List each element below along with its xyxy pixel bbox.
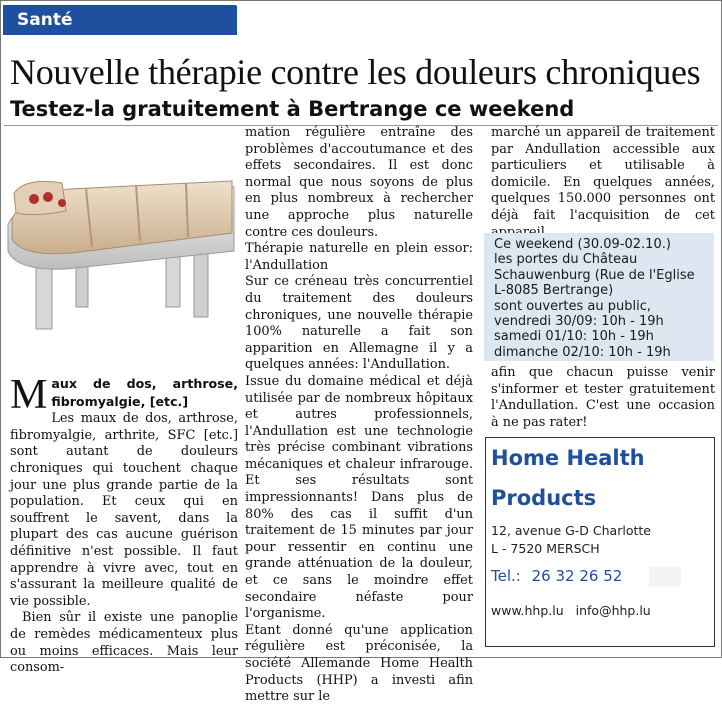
therapy-bed-icon — [6, 133, 238, 363]
address-street: 12, avenue G-D Charlotte — [491, 523, 651, 538]
info-line: sont ouvertes au public, — [494, 298, 652, 314]
lead-text: aux de dos, arthrose, fibromyalgie, [etc.] — [51, 376, 238, 409]
col1-paragraph-2: Bien sûr il existe une panoplie de remèdes médicamenteux plus ou moins efficaces. Mais leur consom- — [10, 610, 238, 676]
headline: Nouvelle thérapie contre les douleurs chroniques — [10, 52, 701, 92]
drop-cap: M — [10, 372, 48, 418]
col2-paragraph-3: Sur ce créneau très concurrentiel du traitement des douleurs chroniques, une nouvelle thérapie 100% naturelle a fait son apparition en Allemagne il y a quelques années: l'Andullation. — [245, 274, 473, 373]
col3-paragraph-2: afin que chacun puisse venir s'informer et tester gratuitement l'Andullation. C'est une occasion à ne pas rater! — [491, 365, 715, 430]
column-3 — [491, 125, 715, 241]
col2-paragraph-1: mation régulière entraîne des problèmes d'accoutumance et des effets secondaires. Il est donc normal que nous soyons de plus en plus nombreux à rechercher une approche plus naturelle contre ces douleurs. — [245, 125, 473, 240]
phone-number[interactable]: 26 32 26 52 — [531, 567, 623, 585]
phone — [491, 567, 622, 585]
phone-label: Tel.: — [491, 567, 521, 585]
col3-paragraph-1: marché un appareil de traitement par Andullation accessible aux particuliers et utilisable à domicile. En quelques années, quelques 150.000 personnes ont déjà fait l'acquisition de cet — [491, 125, 715, 223]
address-city: L - 7520 MERSCH — [491, 541, 600, 556]
subheadline: Testez-la gratuitement à Bertrange ce weekend — [10, 97, 575, 121]
contact-line — [491, 603, 651, 618]
info-line: samedi 01/10: 10h - 19h — [494, 329, 654, 345]
info-line: vendredi 30/09: 10h - 19h — [494, 314, 664, 330]
info-line: les portes du Château — [494, 252, 638, 268]
brand-name-line-2: Products — [491, 486, 597, 510]
col1-paragraph-1: Les maux de dos, arthrose, fibromyalgie, arthrite, SFC [etc.] sont autant de douleurs chroniques qui touchent chaque jour une plus grande partie de la population. Et ceux qui en souffrent le savent, dans la plupart des cas aucune guérison définitive n'est possible. Il faut apprendre à vivre avec, tout en s'assurant la meilleure qualité de vie possible. — [10, 411, 238, 609]
phone-field-shade — [649, 567, 681, 587]
info-line: Schauwenburg (Rue de l'Eglise — [494, 267, 695, 283]
section-tag: Santé — [3, 5, 237, 35]
col2-paragraph-2: Thérapie naturelle en plein essor: l'Andullation — [245, 241, 473, 273]
column-2 — [245, 125, 473, 706]
column-3-continued — [491, 350, 715, 431]
info-line: dimanche 02/10: 10h - 19h — [494, 344, 671, 360]
col2-paragraph-4: Issue du domaine médical et déjà utilisée par de nombreux hôpitaux et autres professionnels, l'Andullation est une technologie très précise combinant vibrations mécaniques et chaleur infrarouge. Et ses résultats sont impressionnants! Dans plus de 80% des cas il suffit d'un traitement de 15 minutes par jour pour ressentir en continu une grande atténuation de la douleur, et ce sans le moindre effet secondaire néfaste pour l'organisme. — [245, 373, 473, 622]
info-line: L-8085 Bertrange) — [494, 283, 614, 299]
col2-paragraph-5: Etant donné qu'une application régulière est préconisée, la société Allemande Home Health Products (HHP) a investi afin mettre sur le — [245, 622, 473, 705]
advertiser-box — [485, 437, 715, 647]
email-link[interactable]: info@hhp.lu — [575, 603, 651, 618]
website-link[interactable]: www.hhp.lu — [491, 603, 564, 618]
column-1 — [10, 372, 238, 677]
event-info-box — [484, 233, 714, 361]
info-line: Ce weekend (30.09-02.10.) — [494, 237, 671, 252]
brand-name-line-1: Home Health — [491, 446, 645, 470]
